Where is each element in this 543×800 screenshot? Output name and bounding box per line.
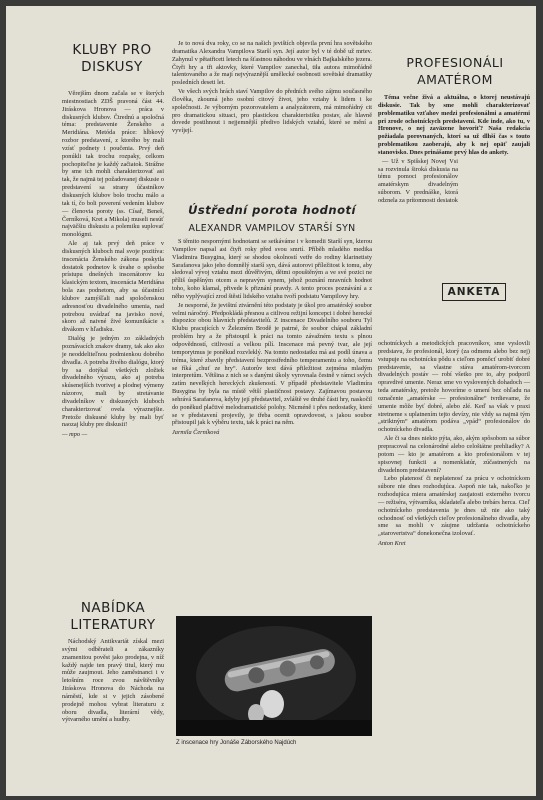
photo-caption: Z inscenace hry Jonáše Záborského Najdúch <box>176 740 297 746</box>
kluby-paragraph: Ale aj tak prvý deň práce v diskusných kluboch mal svoje pozitíva: inscenácia Ženského zákona poskytla dostatok podnetov k úvahe o spôsobe prístupu dnešných inscenátorov ku klasickým textom, inscenácia Meridiána bola zas podnetom, aby sa účastníci klubov zamýšľali nad spoločenskou adresnosťou divadelného umenia, nad potrebou uvádzať na javisko nové, skoro až naivné živé komunikácie s divákom v hľadisku. <box>62 240 164 334</box>
profesionali-paragraph: — Už v Spišskej Novej Vsi sa rozvinula široká diskusia na tému pomoci profesionálov amatérskym divadelným súborom. V prednáške, ktorá odznela za prítomnosti desiatok <box>378 157 458 204</box>
anketa-label: ANKETA <box>442 283 506 301</box>
vampilov-review <box>172 238 372 438</box>
kluby-paragraph: Dialóg je jedným zo základných poznávacích znakov dramy, tak ako ako je neoddeliteľnou podmienkou dobrého divadla. A potreba živého dialógu, ktorý by sa dotýkal všetkých zložiek divadelného výrazu, ako aj potreba skúsenejších tvorivej a plodnej výmeny názorov, mali by stretávanie divadelníkov v diskusných kluboch charakterizovať ovela výraznejšie. Pretože diskusné kluby by mali byť naozaj kluby pre diskusii! <box>62 335 164 429</box>
vampilov-intro <box>172 40 372 136</box>
vampilov-subheading: ALEXANDR VAMPILOV STARŠÍ SYN <box>188 223 356 234</box>
kluby-heading: KLUBY PRO DISKUSY <box>72 42 152 75</box>
profesionali-paragraph: Ale či sa dnes niekto pýta, ako, akým spôsobom sa súbor prepracoval na celonárodné alebo celoštátne prehliadky? A potom — kto je amatérom a kto profesionálom v tej spisovnej funkcii a nomenklatúr, zúčastnených na divadelnom predstavení? <box>378 435 530 474</box>
vampilov-signature: Jarmila Černíková <box>172 429 220 437</box>
kluby-column <box>62 90 164 440</box>
nabidka-heading: NABÍDKA LITERATURY <box>70 600 156 633</box>
profesionali-paragraph: Lebo platenosť či neplatenosť za prácu v ochotníckom súbore nie dnes rozhodujúca. Aspoň nie tak, nakoľko je rozhodujúca miera amatérskej zaujatosti externého tvorcu — režiséra, výtvarníka, skladateľa alebo trebárs herca. Cieľ ochotníckeho predstavenia je dnes už nie ako taký ochodnosť od všetkých cieľov profesionálneho divadla, aby sme sa mohli v záujme udržania ochotníckeho „starovertstva“ donekonečna izolovať. <box>378 475 530 538</box>
theatre-photo <box>176 616 372 736</box>
newspaper-page <box>6 6 536 796</box>
profesionali-lead: Téma večne živá a aktuálna, o ktorej neustávajú diskusie. Tak by sme mohli charakterizovať problematiku vzťahov medzi profesionálmi a amatérmi pri zrode ochotníckych predstavení. Kde inde, ako tu, v Hronove, o nej zaväzene hovoriť? Naša redakcia požiadala porovnaných, ktorí sa už dlhší čas s touto problematikou zaoberajú, aby k nej opäť zaujali stanovisko. Dnes prinášame prvý hlas do ankety. <box>378 94 530 156</box>
profesionali-paragraph: ochotníckych a metodických pracovníkov, sme vyslovili predstavu, že profesionál, ktorý (za odmenu alebo bez nej) vstupuje na ochotnícku pôdu s cieľom pomôcť urobiť dobré predstavenie, sa vlastne stáva amatérom-tvorcom divadelných postáv — robí všetko pre to, aby podporil opravdivé umenie. Neraz sme vo vyslovených dohadoch — teda amatérsky, pretože hovoríme o umení bez ohľadu na označenie „amatérske — profesionálne“ tvrdievame, že umenie môže byť dobré, alebo zlé. Keď sa však v praxi stretneme s uplatnením tejto devízy, nie vždy sa najmä tým „striktným“ amatérom podáva „vpád“ profesionálov do ochotníckeho divadla. <box>378 340 530 434</box>
profesionali-body <box>378 340 530 549</box>
kluby-signature: — mpo — <box>62 431 88 439</box>
nabidka-paragraph: Náchodský Antikvariát získal mezi svými odběrateli a zákazníky znamenitou pověst jako prodejna, v níž každý najde ten pravý titul, který mu může zaujmout. Jeho zaměstnanci i v letošním roce zvou návštěvníky Jiráskova Hronova do Náchoda na náměstí, kde si v jejich zásobené prodejně mohou vybrat literaturu z oboru divadla, literární vědy, výtvarného umění a hudby. <box>62 638 164 724</box>
porota-heading: Ústřední porota hodnotí <box>188 203 356 217</box>
vampilov-paragraph: Je nesporné, že jevištní ztvárnění této podstaty je úkol pro amatérský soubor velmi náročný. Předpokládá přesnou a citlivou režijní koncepci i dobré herecké dispozice obou hlavních představitelů. Z inscenace Divadelního souboru Tyl Klubu pracujících v Železném Brodě je patrné, že soubor chápal základní problém hry a že přistoupil k práci na tomto závažném textu s plnou odpovědností, citlivostí a velkou pílí. Inscenace má pevný tvar, ale její temporytmus je poněkud rozvleklý. Na tomto nedostatku má asi podíl únava a tréma, které zbavily představení bezprostředního temperamentu a toho, čemu se říká „chuť ze hry“. Autorův text dává přiležitost zejména mladým interpretům. Většina z nich se s danými úkoly vyrovnala čestně v rámci svých zatím nevelkých hereckých zkušeností. V případě představitele Vladimíra Busygina by byla na místě větší plastičnost postavy. Zajímavou postavou sehrává Sarafanova, kdyby její představitel, zvláště ve druhé části hry, naskočil do poněkud plačtivé melodramatické polohy. Nicméně i přes nedostatky, které se v představení projevily, je třeba ocenit opravdovost, s jakou soubor přistoupil jak k výběru textu, tak k práci na něm. <box>172 301 372 427</box>
stage-scene-image <box>176 616 372 736</box>
vampilov-paragraph: S těmito nespornými hodnotami se setkáváme i v komedii Starší syn, kterou Vampilov napsal asi čtyři roky před svou smrtí. Příběh mladého medika Vladimira Busygina, který se shodou okolností vetře do rodiny klarinetisty Sarafanova jako jeho domnělý starší syn, dává autorovi příležitost k tomu, aby sledoval vývoj vztahu mezi důvěřivým, dětmi opouštěným a ve své pozici ne příliš úspěšným otcem a nepravým synem, jehož poznání mravních hodnot toho, koho klamal, přivede k přiznání pravdy. A tento proces poznávání a z něho vyplývající zrod štěstí lidského vztahu tvoří podstatu Vampilovy hry. <box>172 238 372 300</box>
nabidka-column <box>62 638 164 725</box>
profesionali-signature: Anton Kret <box>378 540 406 548</box>
vampilov-intro-paragraph: Je to nová dva roky, co se na našich jevištích objevila první hra sovětského dramatika Alexandra Vampilova Starší syn. Její autor byl v té době už mrtev. Zahynul v pětatřiceti letech na šťastnou náhodou ve vlnách Bajkalského jezera. Čtyři hry a tři aktovky, které Vampilov zanechal, tiła autora mimořádně talentovaného a že mají nejvýraznější umělecké osobnosti sovětské dramatiky posledních deseti let. <box>172 40 372 87</box>
vampilov-intro-paragraph: Ve všech svých hrách staví Vampilov do předních svého zájmu současného člověka, zkoumá jeho osobní citový život, jeho vztahy k lidem i ke společnosti. Je výborným pozorovatelem a analyzátorem, má mimořádný cit pro dramatickou situaci, pro plastickou charakteristiku postav, ale hlavně dovede postihnout i nejjemnější předivo lidských vztahů, které se mění a vyvíjejí. <box>172 88 372 135</box>
kluby-paragraph: Věrejším dnom začala se v šterých miestnostiach ZDŠ pravoná část 44. Jiráskova Hronova — práca v diskusných klubov. Čtrednú a spoločná téma: predstavenie Ženského a Meridiána. Metóda práce: hĺbkový rozbor predstavení, z ktorého by mali vzísť podnety i poučenia. Prvý deň ponúkli tak trochu rozpaky, celkom pochopiteľne je každý začiatok. Strážne by sme ich mohli charakterizovať asi tak, že najmä tej požadovanej diskusie o predstavení sa strany účastníkov diskusných klubov bolo trochu málo a tak tí, čo boli poverení vedením klubov — členovia poroty (ss. Císař, Beneš, Černíková, Kret a Mikola) museli nesúť najväčšiu diskusiu a polemiku suplovať monológmi. <box>62 90 164 239</box>
profesionali-heading: PROFESIONÁLI AMATÉROM <box>406 55 504 87</box>
profesionali-intro <box>378 94 530 206</box>
